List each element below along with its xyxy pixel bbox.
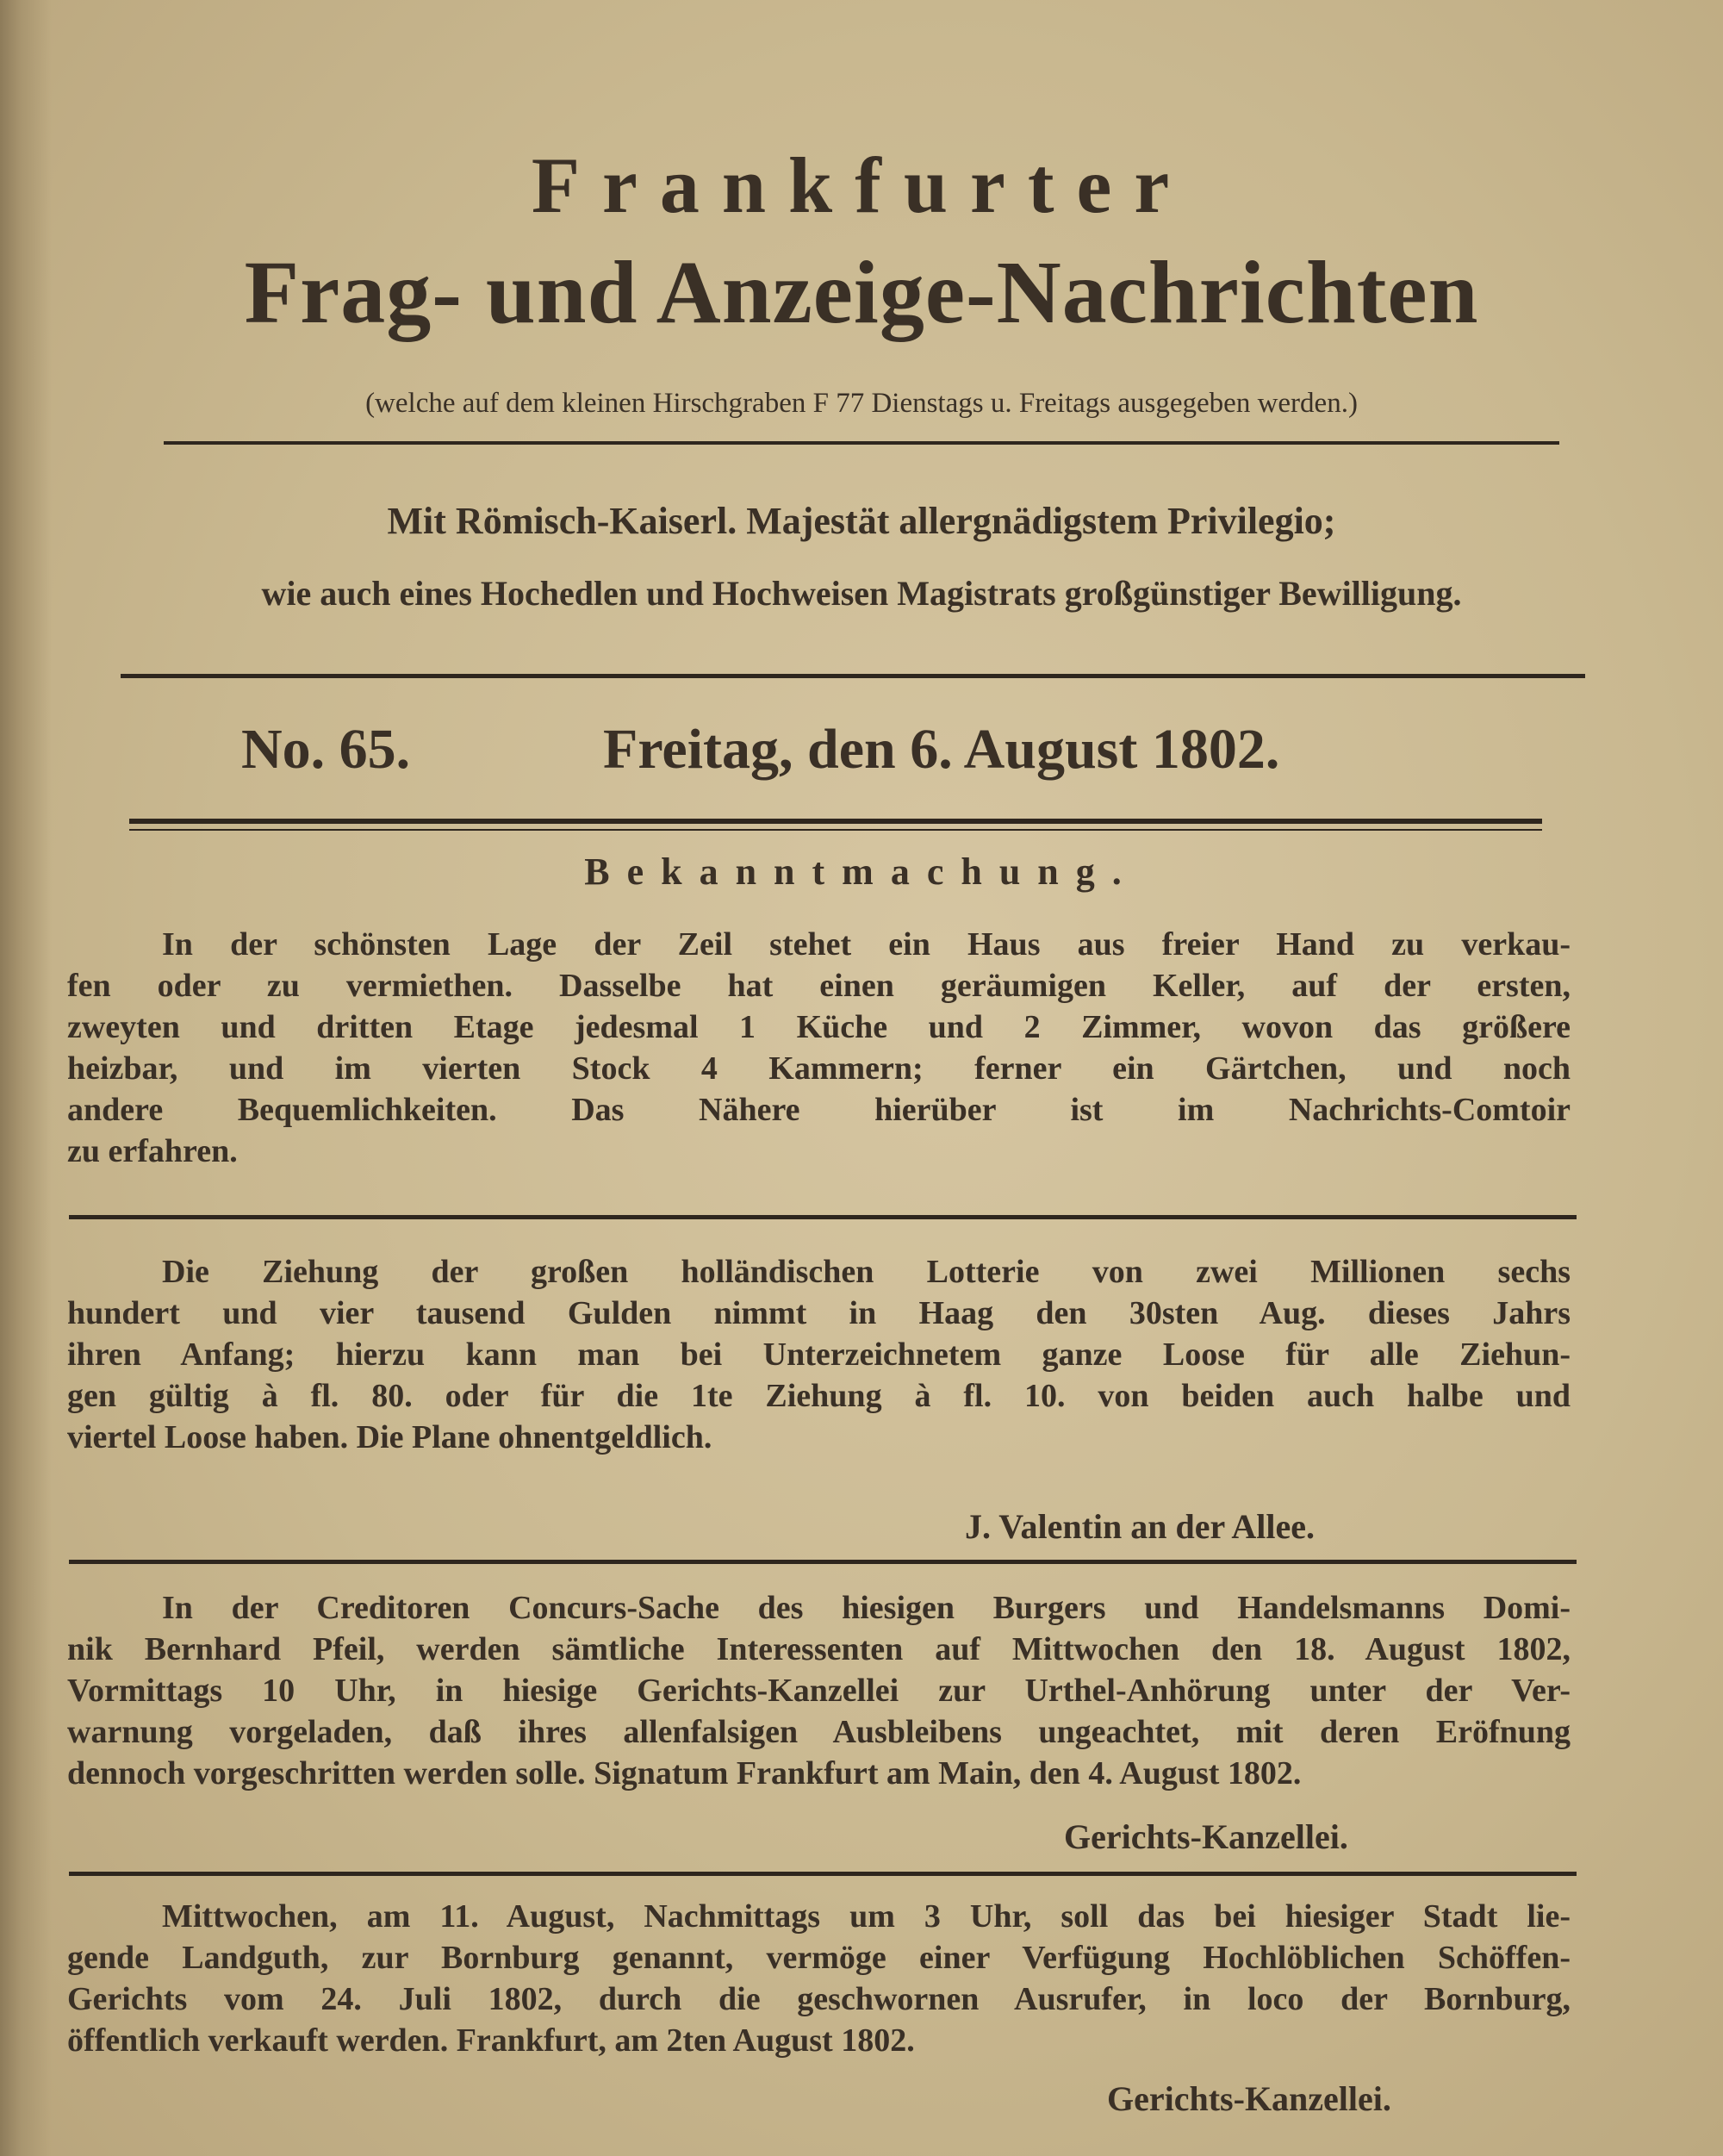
notice-body	[67, 1587, 1571, 1794]
notice-line: ihren Anfang; hierzu kann man bei Unterzeichnetem ganze Loose für alle Ziehun-	[67, 1337, 1571, 1373]
notice-line: Gerichts vom 24. Juli 1802, durch die geschwornen Ausrufer, in loco der Bornburg,	[67, 1981, 1571, 2017]
notice-body	[67, 924, 1571, 1172]
notice-signature: J. Valentin an der Allee.	[965, 1507, 1315, 1546]
notice-line: Die Ziehung der großen holländischen Lotterie von zwei Millionen sechs	[162, 1254, 1571, 1290]
masthead-subtitle: (welche auf dem kleinen Hirschgraben F 77 Dienstags u. Freitags ausgegeben werden.)	[365, 388, 1358, 419]
divider	[69, 1560, 1577, 1564]
notice-heading: Bekanntmachung.	[584, 851, 1139, 893]
notice-line: zu erfahren.	[67, 1133, 238, 1169]
divider	[69, 1872, 1577, 1876]
notice-line: fen oder zu vermiethen. Dasselbe hat einen geräumigen Keller, auf der ersten,	[67, 968, 1571, 1004]
notice-line: dennoch vorgeschritten werden solle. Signatum Frankfurt am Main, den 4. August 1802.	[67, 1755, 1302, 1791]
issue-number: No. 65.	[241, 718, 411, 781]
notice-line: warnung vorgeladen, daß ihres allenfalsigen Ausbleibens ungeachtet, mit deren Eröfnung	[67, 1714, 1571, 1750]
divider	[121, 674, 1585, 678]
notice-line: viertel Loose haben. Die Plane ohnentgeldlich.	[67, 1419, 712, 1455]
notice-line: In der schönsten Lage der Zeil stehet ein Haus aus freier Hand zu verkau-	[162, 926, 1571, 963]
privilege-line-1: Mit Römisch-Kaiserl. Majestät allergnädigstem Privilegio;	[387, 500, 1336, 542]
notice-body	[67, 1896, 1571, 2061]
notice-line: Mittwochen, am 11. August, Nachmittags um 3 Uhr, soll das bei hiesiger Stadt lie-	[162, 1898, 1571, 1935]
notice-body	[67, 1251, 1571, 1458]
divider	[164, 441, 1559, 445]
notice-line: Vormittags 10 Uhr, in hiesige Gerichts-Kanzellei zur Urthel-Anhörung unter der Ver-	[67, 1673, 1571, 1709]
notice-line: zweyten und dritten Etage jedesmal 1 Küche und 2 Zimmer, wovon das größere	[67, 1009, 1571, 1045]
notice-signature: Gerichts-Kanzellei.	[1064, 1817, 1348, 1856]
notice-line: heizbar, und im vierten Stock 4 Kammern; ferner ein Gärtchen, und noch	[67, 1050, 1571, 1087]
double-rule-top	[129, 819, 1542, 824]
notice-line: gende Landguth, zur Bornburg genannt, vermöge einer Verfügung Hochlöblichen Schöffen-	[67, 1940, 1571, 1976]
notice-line: nik Bernhard Pfeil, werden sämtliche Interessenten auf Mittwochen den 18. August 1802,	[67, 1631, 1571, 1667]
notice-line: andere Bequemlichkeiten. Das Nähere hierüber ist im Nachrichts-Comtoir	[67, 1092, 1571, 1128]
notice-line: In der Creditoren Concurs-Sache des hiesigen Burgers und Handelsmanns Domi-	[162, 1590, 1571, 1626]
privilege-line-2: wie auch eines Hochedlen und Hochweisen Magistrats großgünstiger Bewilligung.	[261, 574, 1462, 613]
notice-line: öffentlich verkauft werden. Frankfurt, am 2ten August 1802.	[67, 2022, 915, 2059]
notice-line: hundert und vier tausend Gulden nimmt in Haag den 30sten Aug. dieses Jahrs	[67, 1295, 1571, 1331]
double-rule-bottom	[129, 829, 1542, 831]
notice-line: gen gültig à fl. 80. oder für die 1te Ziehung à fl. 10. von beiden auch halbe und	[67, 1378, 1571, 1414]
masthead-title-line2: Frag- und Anzeige-Nachrichten	[244, 243, 1479, 342]
masthead-title-line1: Frankfurter	[531, 141, 1192, 229]
notice-signature: Gerichts-Kanzellei.	[1107, 2079, 1391, 2118]
divider	[69, 1215, 1577, 1219]
issue-date: Freitag, den 6. August 1802.	[603, 718, 1280, 781]
